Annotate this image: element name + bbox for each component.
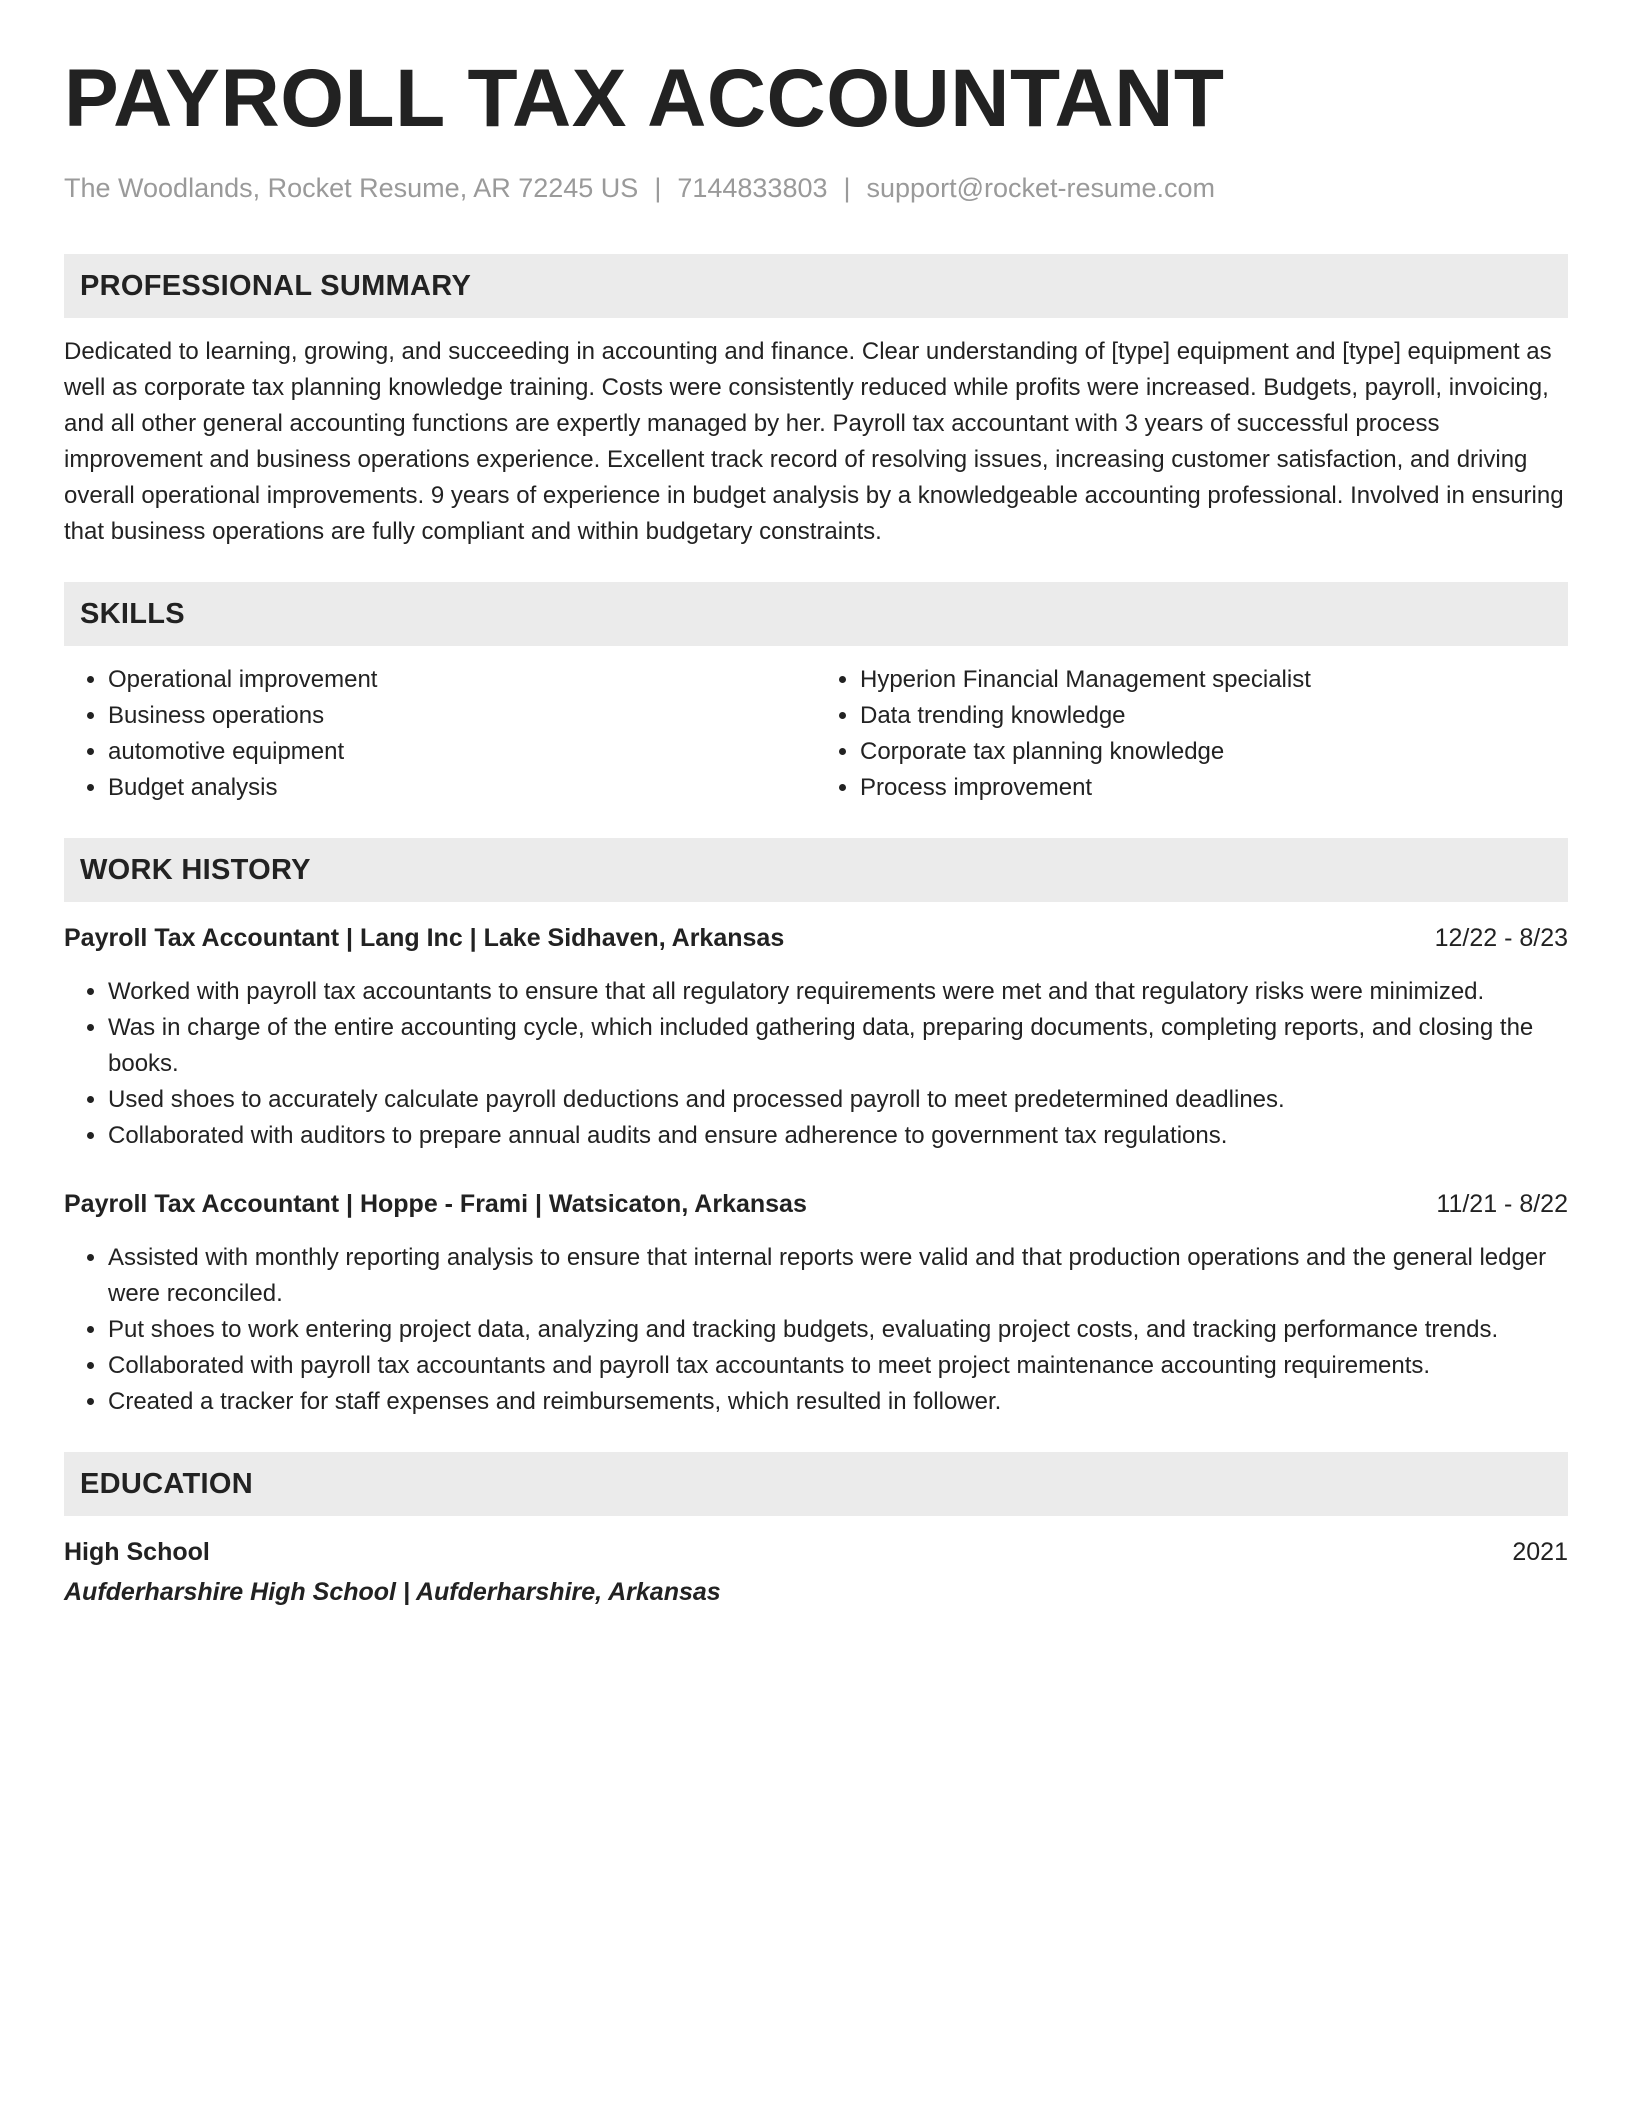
summary-text: Dedicated to learning, growing, and succeeding in accounting and finance. Clear understanding of [type] equipment and [type] equipment as well as corporate tax planning knowledge training. Costs were consistently reduced while profits were increased. Budgets, payroll, invoicing, and all other general accounting functions are expertly managed by her. Payroll tax accountant with 3 years of successful process improvement and business operations experience. Excellent track record of resolving issues, increasing customer satisfaction, and driving overall operational improvements. 9 years of experience in budget analysis by a knowledgeable accounting professional. Involved in ensuring that business operations are fully compliant and within budgetary constraints. <box>64 338 1564 546</box>
section-heading-summary: PROFESSIONAL SUMMARY <box>64 254 1568 318</box>
job-bullet: • Collaborated with auditors to prepare annual audits and ensure adherence to government tax regulations. <box>108 1118 1568 1154</box>
contact-phone: 7144833803 <box>677 173 828 203</box>
job-title: Payroll Tax Accountant | Hoppe - Frami | Watsicaton, Arkansas <box>64 1190 807 1219</box>
job-bullets <box>64 1240 1568 1420</box>
job-bullet: • Used shoes to accurately calculate payroll deductions and processed payroll to meet predetermined deadlines. <box>108 1082 1568 1118</box>
skill-item: • Corporate tax planning knowledge <box>860 734 1568 770</box>
contact-line <box>64 172 1568 204</box>
section-heading-work-history: WORK HISTORY <box>64 838 1568 902</box>
job-bullet: • Created a tracker for staff expenses and reimbursements, which resulted in follower. <box>108 1384 1568 1420</box>
skill-item: • Operational improvement <box>108 662 816 698</box>
education-entry <box>64 1534 1568 1610</box>
job-bullet: • Worked with payroll tax accountants to ensure that all regulatory requirements were met and that regulatory risks were minimized. <box>108 974 1568 1010</box>
education-school: Aufderharshire High School | Aufderharshire, Arkansas <box>64 1578 721 1607</box>
contact-separator: | <box>843 173 851 203</box>
job-header <box>64 1186 1568 1222</box>
contact-email: support@rocket-resume.com <box>866 173 1216 203</box>
education-header <box>64 1534 1568 1570</box>
skill-item: • Process improvement <box>860 770 1568 806</box>
job-bullet: • Put shoes to work entering project data, analyzing and tracking budgets, evaluating project costs, and tracking performance trends. <box>108 1312 1568 1348</box>
job-bullet: • Was in charge of the entire accounting cycle, which included gathering data, preparing documents, completing reports, and closing the books. <box>108 1010 1568 1082</box>
skill-item: • automotive equipment <box>108 734 816 770</box>
job-header <box>64 920 1568 956</box>
skill-item: • Business operations <box>108 698 816 734</box>
job-title: Payroll Tax Accountant | Lang Inc | Lake Sidhaven, Arkansas <box>64 924 785 953</box>
skills-list <box>64 662 1568 806</box>
skills-column-right <box>816 662 1568 806</box>
skill-item: • Data trending knowledge <box>860 698 1568 734</box>
job-entry <box>64 920 1568 1154</box>
job-dates: 11/21 - 8/22 <box>1436 1190 1568 1219</box>
resume-title: PAYROLL TAX ACCOUNTANT <box>64 53 1225 144</box>
education-year: 2021 <box>1512 1538 1568 1567</box>
job-bullet: • Assisted with monthly reporting analysis to ensure that internal reports were valid and that production operations and the general ledger were reconciled. <box>108 1240 1568 1312</box>
job-dates: 12/22 - 8/23 <box>1434 924 1568 953</box>
skills-column-left <box>64 662 816 806</box>
contact-separator: | <box>654 173 662 203</box>
section-heading-education: EDUCATION <box>64 1452 1568 1516</box>
contact-address: The Woodlands, Rocket Resume, AR 72245 US <box>64 173 639 203</box>
skill-item: • Hyperion Financial Management specialist <box>860 662 1568 698</box>
job-bullet: • Collaborated with payroll tax accountants and payroll tax accountants to meet project maintenance accounting requirements. <box>108 1348 1568 1384</box>
job-entry <box>64 1186 1568 1420</box>
education-degree: High School <box>64 1538 210 1567</box>
job-bullets <box>64 974 1568 1154</box>
skill-item: • Budget analysis <box>108 770 816 806</box>
section-heading-skills: SKILLS <box>64 582 1568 646</box>
